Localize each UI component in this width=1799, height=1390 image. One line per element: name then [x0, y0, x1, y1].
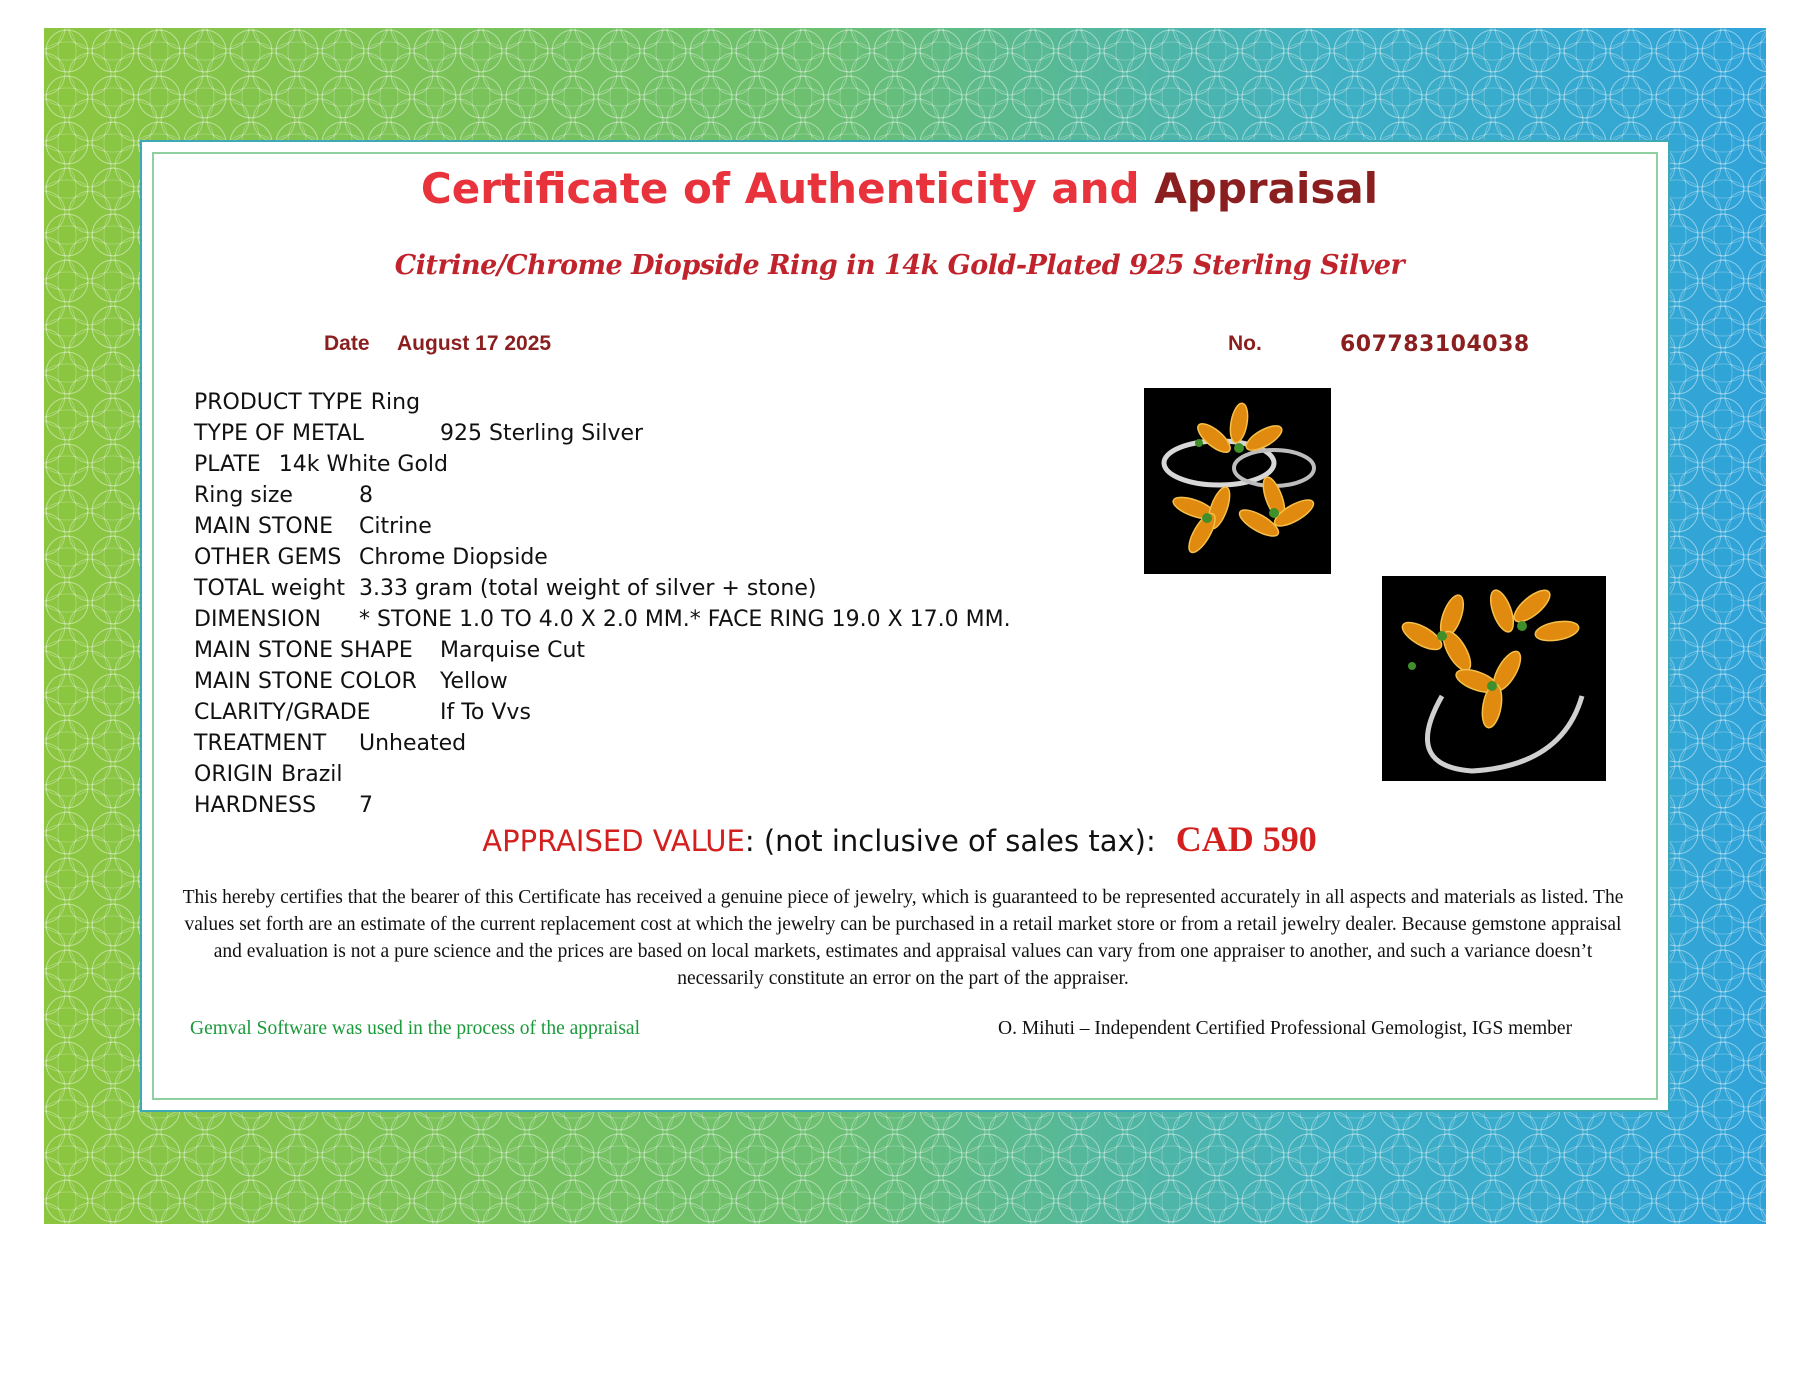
- spec-value: Brazil: [281, 762, 343, 787]
- spec-value: Citrine: [359, 514, 432, 539]
- spec-value: Chrome Diopside: [359, 545, 548, 570]
- appraised-value-note: : (not inclusive of sales tax):: [744, 824, 1156, 858]
- spec-value: Ring: [370, 390, 421, 415]
- number-label: No.: [1228, 332, 1262, 355]
- spec-label: TOTAL weight: [194, 576, 345, 601]
- spec-value: * STONE 1.0 TO 4.0 X 2.0 MM.* FACE RING 19.0 X 17.0 MM.: [359, 607, 1011, 632]
- spec-label: TREATMENT: [194, 731, 327, 756]
- spec-row: [194, 450, 448, 480]
- spec-label: DIMENSION: [194, 607, 321, 632]
- spec-row: [194, 388, 420, 418]
- spec-label: MAIN STONE SHAPE: [194, 638, 413, 663]
- certificate-subtitle: Citrine/Chrome Diopside Ring in 14k Gold-Plated 925 Sterling Silver: [394, 250, 1405, 281]
- appraised-value-label: APPRAISED VALUE: [482, 824, 745, 858]
- appraised-value-line: [0, 818, 1799, 860]
- certificate-title: [0, 164, 1799, 213]
- ring-photo-bottom: [1382, 576, 1606, 781]
- spec-label: MAIN STONE COLOR: [194, 669, 417, 694]
- spec-value: 8: [359, 483, 373, 508]
- spec-value: 7: [359, 793, 373, 818]
- spec-value: Unheated: [359, 731, 467, 756]
- ring-photo-top: [1144, 388, 1331, 574]
- spec-value: 14k White Gold: [278, 452, 448, 477]
- spec-label: OTHER GEMS: [194, 545, 342, 570]
- spec-label: PLATE: [194, 452, 261, 477]
- spec-label: PRODUCT TYPE: [194, 390, 363, 415]
- spec-label: MAIN STONE: [194, 514, 334, 539]
- spec-value: 3.33 gram (total weight of silver + stone): [359, 576, 817, 601]
- spec-label: Ring size: [194, 483, 293, 508]
- spec-label: HARDNESS: [194, 793, 317, 818]
- date-value: August 17 2025: [397, 332, 552, 355]
- spec-value: Marquise Cut: [440, 638, 586, 663]
- spec-value: 925 Sterling Silver: [440, 421, 644, 446]
- spec-value: Yellow: [440, 669, 508, 694]
- software-note: Gemval Software was used in the process of the appraisal: [190, 1018, 640, 1039]
- appraised-value-amount: CAD 590: [1175, 819, 1317, 859]
- date-label: Date: [324, 332, 370, 355]
- spec-row: [194, 760, 343, 790]
- title-part-2: Appraisal: [1154, 164, 1379, 213]
- certificate-number: 607783104038: [1340, 332, 1530, 357]
- spec-label: TYPE OF METAL: [194, 421, 364, 446]
- spec-label: ORIGIN: [194, 762, 274, 787]
- appraiser-signature: O. Mihuti – Independent Certified Professional Gemologist, IGS member: [998, 1018, 1573, 1039]
- spec-label: CLARITY/GRADE: [194, 700, 371, 725]
- spec-value: If To Vvs: [440, 700, 531, 725]
- title-part-1: Certificate of Authenticity and: [420, 164, 1155, 213]
- disclaimer-text: This hereby certifies that the bearer of this Certificate has received a genuine piece of jewelry, which is guaranteed to be represented accurately in all aspects and materials as listed. The values set forth are an estimate of the current replacement cost at which the jewelry can be purchased in a retail market store or from a retail jewelry dealer. Because gemstone appraisal and evaluation is not a pure science and the prices are based on local markets, estimates and appraisal values can vary from one appraiser to another, and such a variance doesn’t necessarily constitute an error on the part of the appraiser.: [182, 887, 1624, 989]
